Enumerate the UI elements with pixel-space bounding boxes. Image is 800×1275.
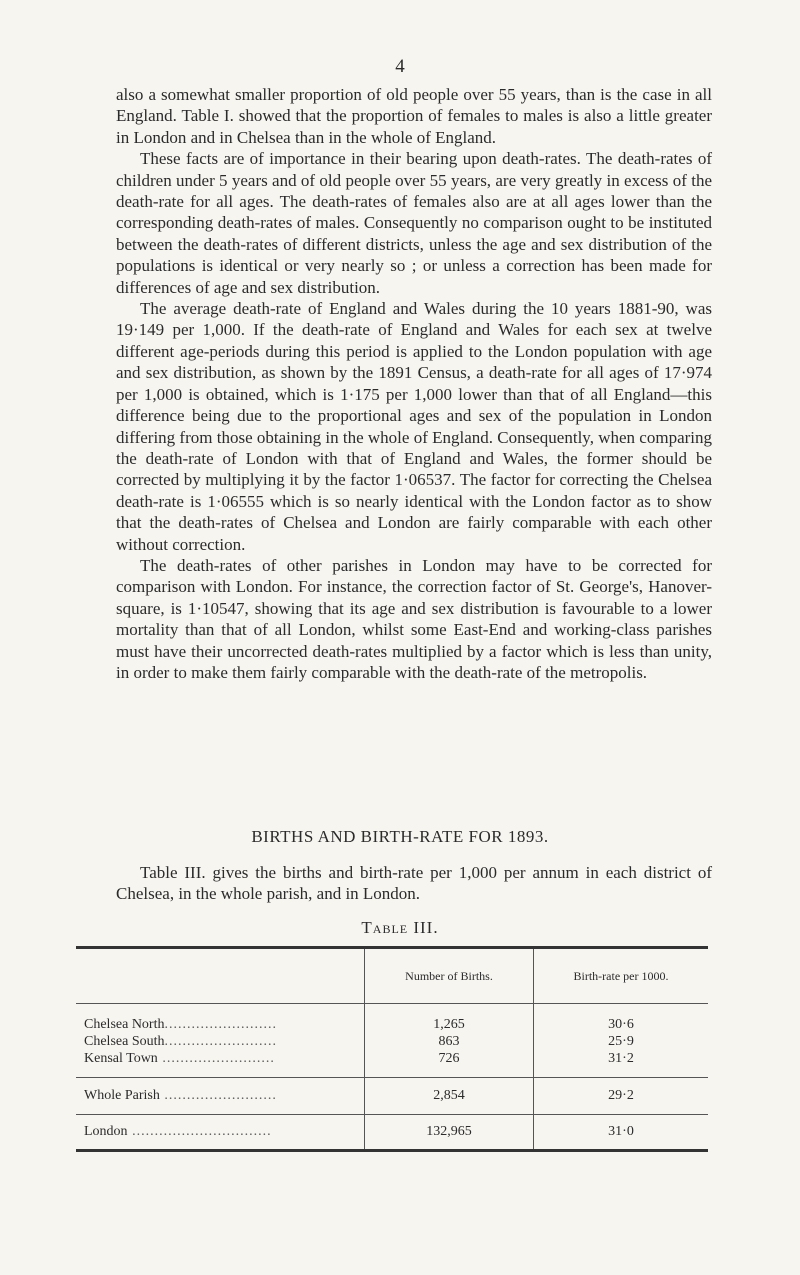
rate-value: 30·6 (608, 1016, 634, 1032)
births-value: 132,965 (365, 1115, 534, 1151)
rate-value: 31·0 (534, 1115, 709, 1151)
paragraph-3: The average death-rate of England and Wales during the 10 years 1881-90, was 19·149 per 1,000. If the death-rate of England and Wales for each sex at twelve different age-periods during this period is applied to the London population with age and sex distribution, as shown by the 1891 Census, a death-rate for all ages of 17·974 per 1,000 is obtained, which is 1·175 per 1,000 lower than that of all England—this difference being due to the proportional ages and sex of the population in London differing from those obtaining in the whole of England. Consequently, when comparing the death-rate of London with that of England and Wales, the former should be corrected by multiplying it by the factor 1·06537. The factor for correcting the Chelsea death-rate is 1·06555 which is so nearly identical with the London factor as to show that the death-rates of Chelsea and London are fairly comparable with each other without correction. (116, 299, 712, 554)
paragraph-2: These facts are of importance in their bearing upon death-rates. The death-rates of children under 5 years and of old people over 55 years, are very greatly in excess of the death-rate for all ages. The death-rates of females also are at all ages lower than the corresponding death-rates of males. Consequently no comparison ought to be instituted between the death-rates of different districts, unless the age and sex distribution of the populations is identical or very nearly so ; or unless a correction has been made for differences of age and sex distribution. (116, 149, 712, 297)
leader-dots: ............................... (127, 1124, 272, 1139)
page-number: 4 (395, 56, 405, 77)
table-row (76, 1004, 708, 1034)
header-rate: Birth-rate per 1000. (534, 948, 709, 1004)
table-row-whole-parish (76, 1078, 708, 1115)
header-births: Number of Births. (365, 948, 534, 1004)
row-label: Chelsea South (84, 1033, 165, 1049)
rate-value: 25·9 (608, 1033, 634, 1049)
intro-paragraph: Table III. gives the births and birth-rate per 1,000 per annum in each district of Chelsea, in the whole parish, and in London. (116, 863, 712, 904)
rate-value: 31·2 (608, 1050, 634, 1066)
leader-dots: ......................... (164, 1033, 277, 1049)
leader-dots: ......................... (157, 1050, 275, 1066)
births-value: 726 (365, 1050, 534, 1078)
table-header-row (76, 948, 708, 1004)
body-text (116, 84, 712, 683)
table-row-london (76, 1115, 708, 1151)
section-heading: BIRTHS AND BIRTH-RATE FOR 1893. (251, 827, 549, 846)
births-value: 2,854 (365, 1078, 534, 1115)
header-blank (76, 948, 365, 1004)
rate-value: 29·2 (534, 1078, 709, 1115)
row-label: Whole Parish (84, 1088, 160, 1103)
births-table (76, 946, 708, 1152)
births-value: 1,265 (365, 1004, 534, 1034)
leader-dots: ......................... (164, 1016, 277, 1032)
births-value: 863 (365, 1033, 534, 1050)
row-label: London (84, 1124, 128, 1139)
row-label: Kensal Town (84, 1050, 158, 1066)
row-label: Chelsea North (84, 1016, 165, 1032)
paragraph-1: also a somewhat smaller proportion of old people over 55 years, than is the case in all England. Table I. showed that the proportion of females to males is also a little greater in London and in Chelsea than in the whole of England. (116, 85, 712, 147)
table-row (76, 1033, 708, 1050)
table-row (76, 1050, 708, 1078)
leader-dots: ......................... (159, 1088, 277, 1103)
paragraph-4: The death-rates of other parishes in London may have to be corrected for comparison with London. For instance, the correction factor of St. George's, Hanover-square, is 1·10547, showing that its age and sex distribution is favourable to a lower mortality than that of all London, whilst some East-End and working-class parishes must have their uncorrected death-rates multiplied by a factor which is less than unity, in order to make them fairly comparable with the death-rate of the metropolis. (116, 555, 712, 682)
table-title: Table III. (361, 918, 439, 937)
